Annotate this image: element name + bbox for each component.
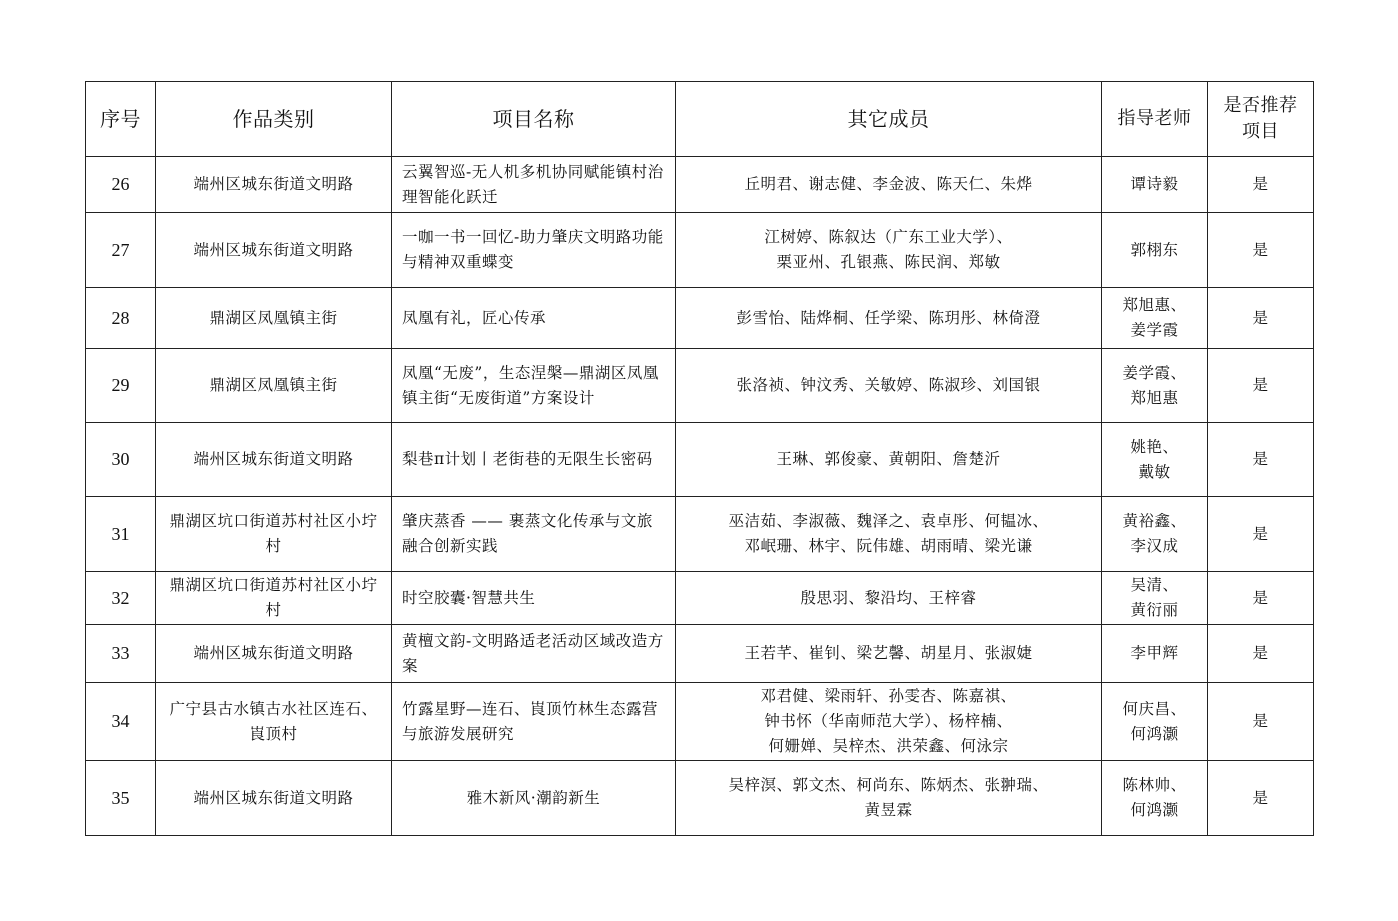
cell-members	[676, 761, 1102, 836]
advisor-line: 郑旭惠	[1130, 388, 1179, 407]
cell-project: 凤凰“无废”，生态涅槃—鼎湖区凤凰镇主街“无废街道”方案设计	[392, 349, 676, 423]
table-body	[86, 157, 1314, 836]
member-line: 钟书怀（华南师范大学）、杨梓楠、	[764, 712, 1013, 730]
cell-category: 广宁县古水镇古水社区连石、崀顶村	[156, 683, 392, 761]
member-line: 何姗婵、吴梓杰、洪荣鑫、何泳宗	[768, 737, 1009, 755]
cell-category: 鼎湖区凤凰镇主街	[156, 349, 392, 423]
header-recommend-line2: 项目	[1242, 121, 1279, 142]
cell-recommend: 是	[1208, 572, 1314, 625]
cell-seq: 27	[86, 213, 156, 288]
member-line: 王若芊、崔钊、梁艺馨、胡星月、张淑婕	[744, 644, 1033, 662]
cell-seq: 26	[86, 157, 156, 213]
cell-project: 肇庆蒸香 —— 裹蒸文化传承与文旅融合创新实践	[392, 497, 676, 572]
cell-category: 端州区城东街道文明路	[156, 213, 392, 288]
cell-recommend: 是	[1208, 349, 1314, 423]
table-row	[86, 761, 1314, 836]
cell-members	[676, 683, 1102, 761]
cell-recommend: 是	[1208, 683, 1314, 761]
cell-members	[676, 349, 1102, 423]
cell-recommend: 是	[1208, 288, 1314, 349]
cell-members	[676, 497, 1102, 572]
cell-seq: 31	[86, 497, 156, 572]
cell-members	[676, 572, 1102, 625]
cell-category: 鼎湖区坑口街道苏村社区小坾村	[156, 572, 392, 625]
cell-advisor	[1102, 288, 1208, 349]
cell-category: 鼎湖区坑口街道苏村社区小坾村	[156, 497, 392, 572]
cell-project: 梨巷π计划丨老街巷的无限生长密码	[392, 423, 676, 497]
cell-advisor	[1102, 349, 1208, 423]
advisor-line: 郑旭惠、	[1122, 296, 1187, 314]
cell-project: 凤凰有礼，匠心传承	[392, 288, 676, 349]
table-row	[86, 625, 1314, 683]
member-line: 王琳、郭俊豪、黄朝阳、詹楚沂	[776, 450, 1001, 468]
cell-project: 云翼智巡-无人机多机协同赋能镇村治理智能化跃迁	[392, 157, 676, 213]
cell-recommend: 是	[1208, 625, 1314, 683]
cell-project: 时空胶囊·智慧共生	[392, 572, 676, 625]
member-line: 彭雪怡、陆烨桐、任学梁、陈玥彤、林倚澄	[736, 308, 1041, 327]
cell-seq: 35	[86, 761, 156, 836]
cell-members	[676, 157, 1102, 213]
advisor-line: 何鸿灏	[1130, 801, 1179, 819]
cell-recommend: 是	[1208, 423, 1314, 497]
member-line: 黄昱霖	[864, 801, 913, 819]
projects-table	[85, 81, 1314, 836]
cell-recommend: 是	[1208, 761, 1314, 836]
cell-seq: 29	[86, 349, 156, 423]
cell-category: 端州区城东街道文明路	[156, 761, 392, 836]
cell-category: 端州区城东街道文明路	[156, 625, 392, 683]
table-row	[86, 288, 1314, 349]
member-line: 殷思羽、黎沿均、王梓睿	[800, 588, 977, 607]
advisor-line: 李甲辉	[1130, 644, 1179, 662]
table-row	[86, 683, 1314, 761]
member-line: 江树婷、陈叙达（广东工业大学）、	[764, 228, 1013, 246]
cell-project: 黄檀文韵-文明路适老活动区域改造方案	[392, 625, 676, 683]
cell-members	[676, 213, 1102, 288]
cell-advisor	[1102, 761, 1208, 836]
cell-seq: 28	[86, 288, 156, 349]
table-row	[86, 213, 1314, 288]
cell-seq: 33	[86, 625, 156, 683]
header-project: 项目名称	[392, 82, 676, 157]
member-line: 吴梓溟、郭文杰、柯尚东、陈炳杰、张翀瑞、	[728, 776, 1049, 794]
header-recommend-line1: 是否推荐	[1223, 95, 1298, 116]
header-seq: 序号	[86, 82, 156, 157]
cell-recommend: 是	[1208, 213, 1314, 288]
cell-advisor	[1102, 497, 1208, 572]
cell-category: 鼎湖区凤凰镇主街	[156, 288, 392, 349]
advisor-line: 姜学霞、	[1122, 363, 1187, 382]
header-recommend	[1208, 82, 1314, 157]
table-row	[86, 423, 1314, 497]
header-category: 作品类别	[156, 82, 392, 157]
advisor-line: 郭栩东	[1130, 240, 1179, 259]
cell-members	[676, 625, 1102, 683]
advisor-line: 吴清、	[1130, 576, 1179, 594]
cell-seq: 32	[86, 572, 156, 625]
table-row	[86, 497, 1314, 572]
member-line: 张洛祯、钟汶秀、关敏婷、陈淑珍、刘国银	[736, 376, 1041, 394]
cell-category: 端州区城东街道文明路	[156, 423, 392, 497]
cell-members	[676, 423, 1102, 497]
cell-advisor	[1102, 423, 1208, 497]
advisor-line: 陈林帅、	[1122, 776, 1187, 794]
member-line: 巫洁茹、李淑薇、魏泽之、袁卓彤、何韫冰、	[728, 512, 1049, 530]
advisor-line: 何庆昌、	[1122, 699, 1187, 718]
member-line: 邓岷珊、林宇、阮伟雄、胡雨晴、梁光谦	[744, 537, 1033, 555]
table-row	[86, 157, 1314, 213]
cell-advisor	[1102, 157, 1208, 213]
member-line: 栗亚州、孔银燕、陈民润、郑敏	[776, 253, 1001, 271]
table-row	[86, 349, 1314, 423]
cell-advisor	[1102, 683, 1208, 761]
member-line: 邓君健、梁雨轩、孙雯杏、陈嘉祺、	[760, 687, 1017, 705]
cell-members	[676, 288, 1102, 349]
cell-category: 端州区城东街道文明路	[156, 157, 392, 213]
cell-project: 竹露星野—连石、崀顶竹林生态露营与旅游发展研究	[392, 683, 676, 761]
header-advisor: 指导老师	[1102, 82, 1208, 157]
advisor-line: 谭诗毅	[1130, 175, 1179, 193]
cell-recommend: 是	[1208, 497, 1314, 572]
table-row	[86, 572, 1314, 625]
advisor-line: 李汉成	[1130, 537, 1179, 555]
cell-seq: 30	[86, 423, 156, 497]
member-line: 丘明君、谢志健、李金波、陈天仁、朱烨	[744, 175, 1033, 193]
cell-recommend: 是	[1208, 157, 1314, 213]
header-row	[86, 82, 1314, 157]
cell-advisor	[1102, 625, 1208, 683]
advisor-line: 何鸿灏	[1130, 724, 1179, 743]
cell-advisor	[1102, 572, 1208, 625]
advisor-line: 黄衍丽	[1130, 601, 1179, 619]
cell-project: 一咖一书一回忆-助力肇庆文明路功能与精神双重蝶变	[392, 213, 676, 288]
cell-seq: 34	[86, 683, 156, 761]
advisor-line: 姜学霞	[1130, 321, 1179, 339]
advisor-line: 姚艳、	[1130, 437, 1179, 456]
cell-project: 雅木新风·潮韵新生	[392, 761, 676, 836]
header-members: 其它成员	[676, 82, 1102, 157]
cell-advisor	[1102, 213, 1208, 288]
advisor-line: 黄裕鑫、	[1122, 512, 1187, 530]
advisor-line: 戴敏	[1138, 462, 1171, 481]
projects-table-container	[85, 81, 1314, 836]
